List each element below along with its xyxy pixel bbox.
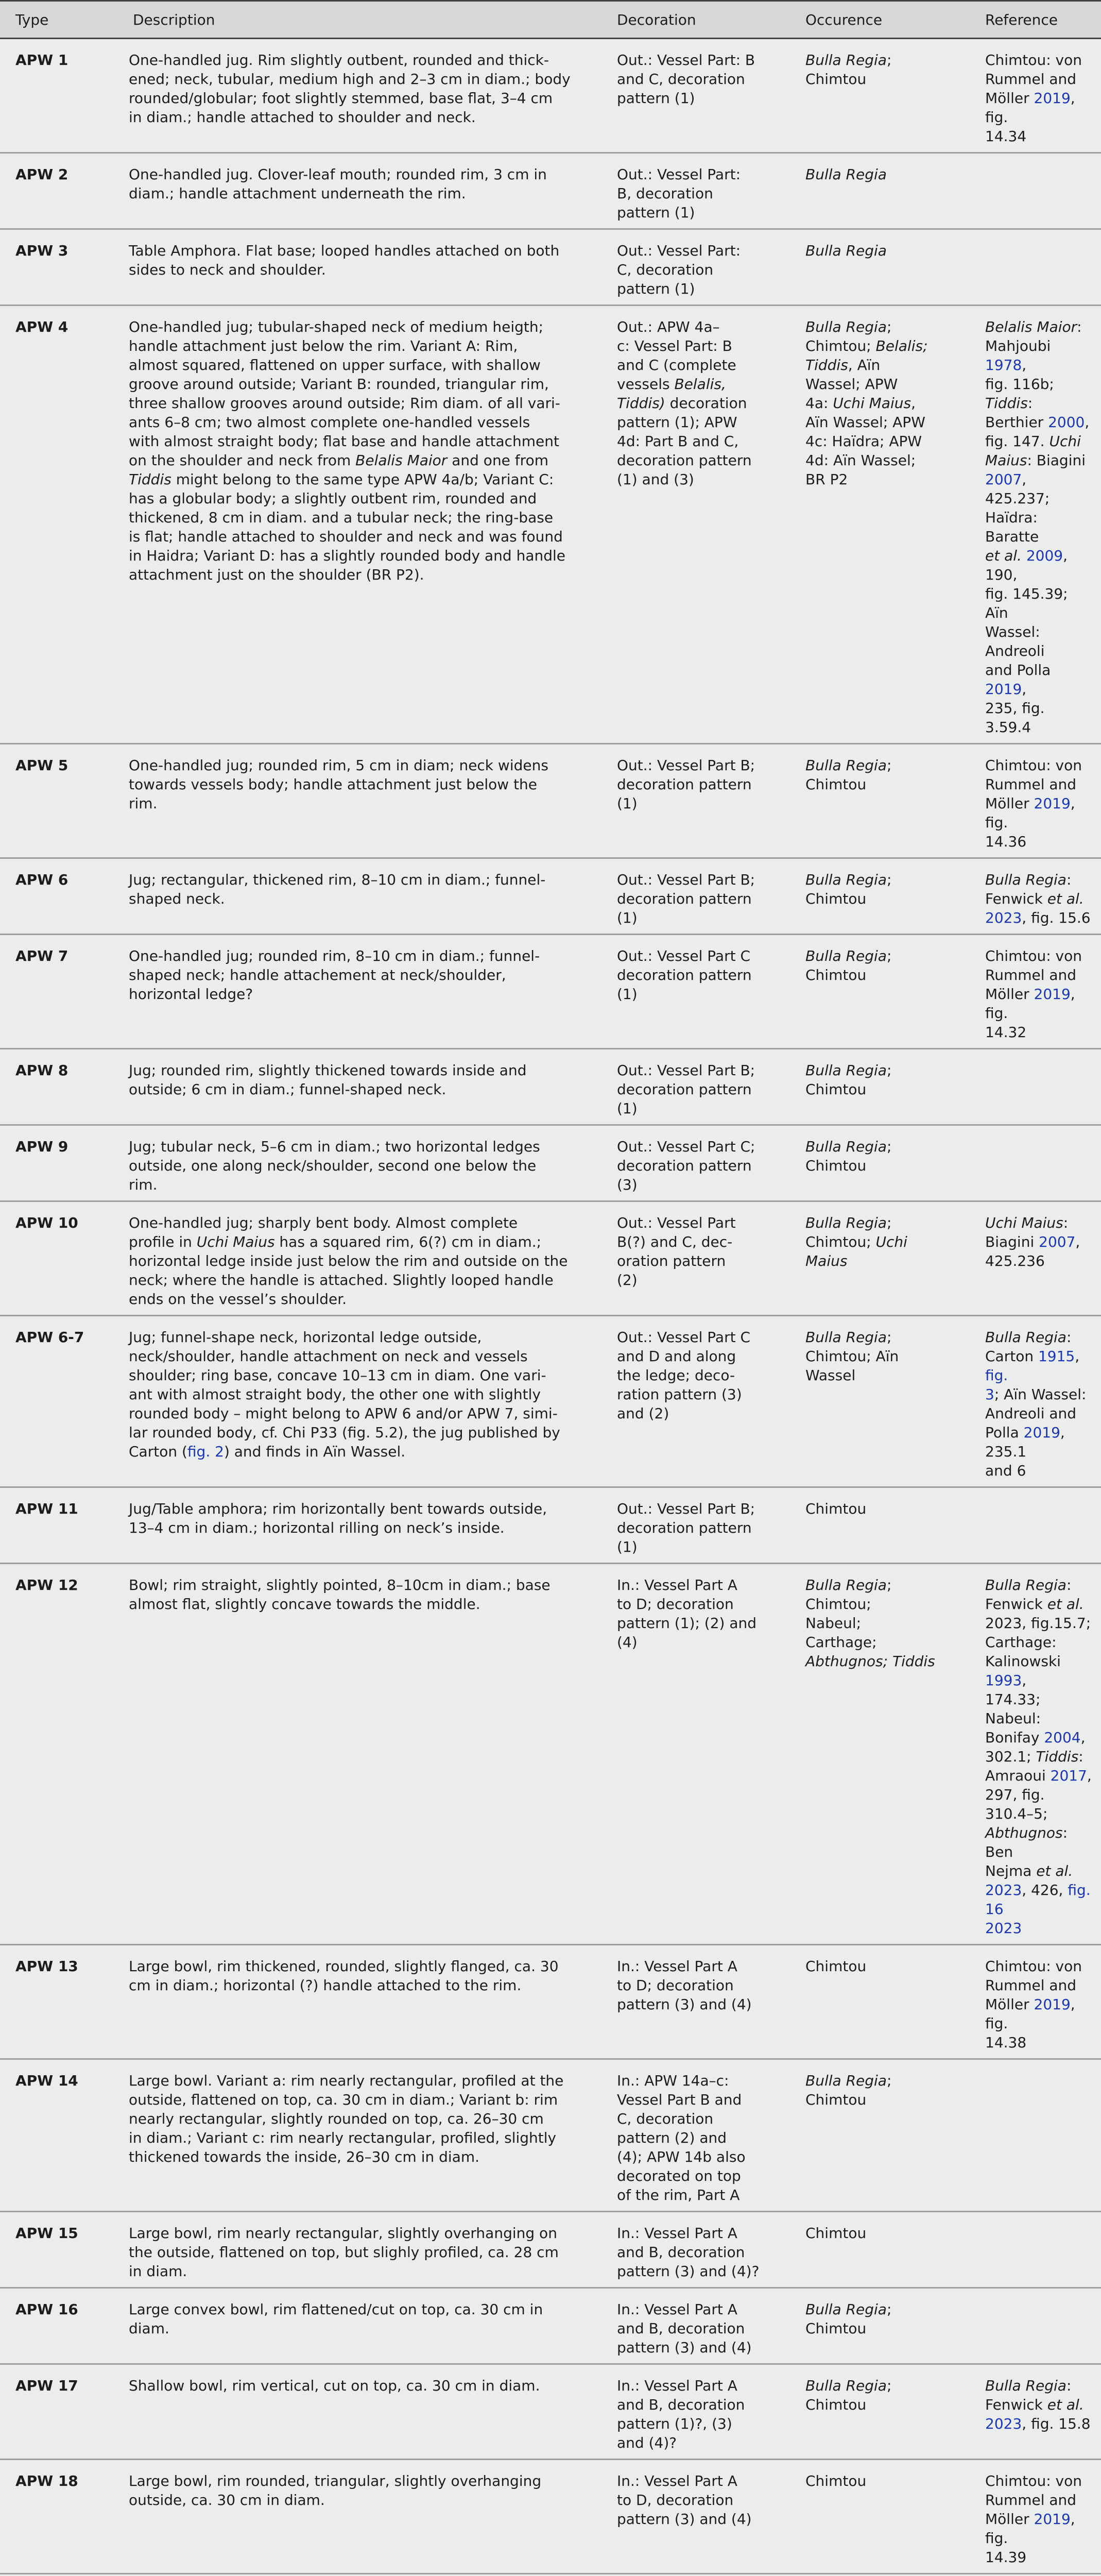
- occurence-italic-text: Bulla Regia: [805, 166, 887, 183]
- description-italic-text: Tiddis: [129, 471, 171, 488]
- table-row: [0, 306, 1101, 744]
- type-cell: APW 4: [0, 306, 117, 744]
- decoration-cell: Out.: Vessel Part C; decoration pattern (3): [601, 1125, 790, 1201]
- reference-cell: [970, 2212, 1101, 2288]
- type-cell: APW 6: [0, 858, 117, 935]
- occurence-cell: Chimtou: [790, 2212, 970, 2288]
- occurence-cell: Bulla Regia; Chimtou: [790, 2059, 970, 2212]
- decoration-cell: Out.: APW 4a– c: Vessel Part: B and C (complete vessels Belalis, Tiddis) decoration pattern (1); APW 4d: Part B and C, decoration pattern (1) and (3): [601, 306, 790, 744]
- reference-cell: [970, 1049, 1101, 1125]
- type-cell: APW 7: [0, 935, 117, 1049]
- decoration-cell: Out.: Vessel Part B; decoration pattern (1): [601, 744, 790, 858]
- description-cell: Jug; rectangular, thickened rim, 8–10 cm in diam.; funnel- shaped neck.: [117, 858, 601, 935]
- decoration-cell: Out.: Vessel Part C and D and along the ledge; deco- ration pattern (3) and (2): [601, 1316, 790, 1487]
- reference-cell: [970, 153, 1101, 229]
- occurence-italic-text: Bulla Regia: [805, 1214, 887, 1231]
- occurence-italic-text: Bulla Regia: [805, 1062, 887, 1079]
- occurence-italic-text: Bulla Regia: [805, 2072, 887, 2089]
- occurence-cell: Chimtou: [790, 1945, 970, 2059]
- description-cell: One-handled jug; rounded rim, 5 cm in diam; neck widens towards vessels body; handle attachment just below the rim.: [117, 744, 601, 858]
- reference-cell: [970, 2059, 1101, 2212]
- reference-italic-text: et al.: [1036, 1862, 1073, 1879]
- reference-citation-link[interactable]: 1993: [985, 1672, 1022, 1689]
- reference-citation-link[interactable]: 2019: [1034, 2511, 1071, 2528]
- occurence-italic-text: Bulla Regia: [805, 318, 887, 335]
- reference-citation-link[interactable]: 2019: [985, 681, 1022, 698]
- occurence-cell: Bulla Regia; Chimtou; Belalis; Tiddis, Aïn Wassel; APW 4a: Uchi Maius, Aïn Wassel; APW 4c: Haïdra; APW 4d: Aïn Wassel; BR P2: [790, 306, 970, 744]
- table-row: [0, 1049, 1101, 1125]
- type-cell: APW 12: [0, 1564, 117, 1945]
- type-cell: APW 13: [0, 1945, 117, 2059]
- reference-cell: Chimtou: von Rummel and Möller 2019, fig. 14.38: [970, 1945, 1101, 2059]
- type-cell: APW 17: [0, 2364, 117, 2460]
- reference-italic-text: Belalis Maior: [985, 318, 1077, 335]
- table-row: [0, 2460, 1101, 2574]
- decoration-cell: In.: Vessel Part A and B, decoration pattern (1)?, (3) and (4)?: [601, 2364, 790, 2460]
- type-cell: APW 6-7: [0, 1316, 117, 1487]
- occurence-cell: Bulla Regia; Chimtou: [790, 1125, 970, 1201]
- table-row: [0, 2288, 1101, 2364]
- table-row: [0, 744, 1101, 858]
- decoration-cell: In.: APW 14a–c: Vessel Part B and C, decoration pattern (2) and (4); APW 14b also decorated on top of the rim, Part A: [601, 2059, 790, 2212]
- type-cell: APW 5: [0, 744, 117, 858]
- type-cell: APW 3: [0, 229, 117, 306]
- reference-citation-link[interactable]: 2017: [1051, 1767, 1087, 1784]
- table-row: [0, 1201, 1101, 1316]
- description-cell: Jug; rounded rim, slightly thickened towards inside and outside; 6 cm in diam.; funnel-shaped neck.: [117, 1049, 601, 1125]
- reference-citation-link[interactable]: 2023: [985, 2415, 1022, 2432]
- description-italic-text: Uchi Maius: [197, 1233, 275, 1250]
- reference-italic-text: Bulla Regia: [985, 871, 1066, 888]
- table-row: [0, 153, 1101, 229]
- occurence-cell: [790, 153, 970, 229]
- reference-cell: Uchi Maius: Biagini 2007, 425.236: [970, 1201, 1101, 1316]
- reference-cell: Belalis Maior: Mahjoubi 1978, fig. 116b; Tiddis: Berthier 2000, fig. 147. Uchi Maius: Biagini 2007, 425.237; Haïdra: Baratte et al. 2009, 190, fig. 145.39; Aïn Wassel: Andreoli and Polla 2019, 235, fig. 3.59.4: [970, 306, 1101, 744]
- type-cell: [0, 2574, 117, 2576]
- occurence-italic-text: Bulla Regia: [805, 2301, 887, 2318]
- table-row: [0, 1564, 1101, 1945]
- type-cell: APW 16: [0, 2288, 117, 2364]
- occurence-cell: Bulla Regia; Chimtou: [790, 2288, 970, 2364]
- description-cell: [117, 2574, 601, 2576]
- reference-citation-link[interactable]: 2019: [1034, 986, 1071, 1003]
- type-cell: APW 15: [0, 2212, 117, 2288]
- decoration-cell: In.: Vessel Part A to D; decoration pattern (1); (2) and (4): [601, 1564, 790, 1945]
- reference-citation-link[interactable]: 2023: [985, 909, 1022, 926]
- reference-cell: [970, 1125, 1101, 1201]
- occurence-italic-text: Uchi Maius: [805, 1233, 907, 1269]
- header-type: Type: [0, 1, 117, 39]
- occurence-cell: Chimtou: [790, 2460, 970, 2574]
- reference-citation-link[interactable]: 2004: [1044, 1729, 1080, 1746]
- description-cell: Shallow bowl, rim vertical, cut on top, ca. 30 cm in diam.: [117, 2364, 601, 2460]
- reference-italic-text: Uchi Maius: [985, 433, 1081, 469]
- table-row: [0, 1316, 1101, 1487]
- reference-cell: [970, 2288, 1101, 2364]
- decoration-cell: Out.: Vessel Part: C, decoration pattern (1): [601, 229, 790, 306]
- reference-italic-text: Bulla Regia: [985, 1329, 1066, 1346]
- occurence-italic-text: Bulla Regia: [805, 1329, 887, 1346]
- table-row: [0, 2059, 1101, 2212]
- reference-cell: Chimtou: von Rummel and Möller 2019, fig. 14.34: [970, 39, 1101, 153]
- reference-cell: Bulla Regia: Carton 1915, fig. 3; Aïn Wassel: Andreoli and Polla 2019, 235.1 and 6: [970, 1316, 1101, 1487]
- reference-italic-text: et al.: [985, 547, 1022, 564]
- reference-italic-text: et al.: [1047, 890, 1084, 907]
- reference-citation-link[interactable]: 2023: [985, 1882, 1022, 1899]
- description-cell: One-handled jug; sharply bent body. Almost complete profile in Uchi Maius has a squared rim, 6(?) cm in diam.; horizontal ledge inside just below the rim and outside on the neck; where the handle is attached. Slightly looped handle ends on the vessel’s shoulder.: [117, 1201, 601, 1316]
- table-row: [0, 39, 1101, 153]
- occurence-italic-text: Bulla Regia: [805, 52, 887, 69]
- header-reference: Reference: [970, 1, 1101, 39]
- decoration-italic-text: Belalis, Tiddis): [617, 376, 726, 412]
- reference-italic-text: Bulla Regia: [985, 2377, 1066, 2394]
- decoration-cell: Out.: Vessel Part B; decoration pattern (1): [601, 858, 790, 935]
- occurence-cell: Bulla Regia; Chimtou: [790, 2364, 970, 2460]
- reference-cell: Bulla Regia: Fenwick et al. 2023, fig.15.7; Carthage: Kalinowski 1993, 174.33; Nabeul: Bonifay 2004, 302.1; Tiddis: Amraoui 2017, 297, fig. 310.4–5; Abthugnos: Ben Nejma et al. 2023, 426, fig. 16 2023: [970, 1564, 1101, 1945]
- reference-italic-text: Abthugnos: [985, 1824, 1063, 1841]
- type-cell: APW 9: [0, 1125, 117, 1201]
- reference-citation-link[interactable]: 2007: [1039, 1233, 1075, 1250]
- decoration-cell: Out.: Vessel Part B(?) and C, dec- oration pattern (2): [601, 1201, 790, 1316]
- description-cell: Large convex bowl, rim flattened/cut on top, ca. 30 cm in diam.: [117, 2288, 601, 2364]
- description-cell: Jug; tubular neck, 5–6 cm in diam.; two horizontal ledges outside, one along neck/shoulder, second one below the rim.: [117, 1125, 601, 1201]
- header-row: [0, 1, 1101, 39]
- occurence-cell: Chimtou: [790, 1487, 970, 1564]
- decoration-cell: In.: Vessel Part A to D; decoration pattern (3) and (4): [601, 1945, 790, 2059]
- table-row: [0, 935, 1101, 1049]
- occurence-cell: [790, 229, 970, 306]
- type-cell: APW 14: [0, 2059, 117, 2212]
- occurence-italic-text: Bulla Regia: [805, 242, 887, 259]
- reference-citation-link[interactable]: 2019: [1034, 1996, 1071, 2013]
- reference-citation-link[interactable]: 2009: [1026, 547, 1063, 564]
- decoration-cell: Out.: Vessel Part: B, decoration pattern (1): [601, 153, 790, 229]
- reference-cell: Bulla Regia: Fenwick et al. 2023, fig. 15.8: [970, 2364, 1101, 2460]
- reference-italic-text: et al.: [1047, 1596, 1084, 1613]
- decoration-cell: In.: Vessel Part A to D, decoration pattern (3) and (4): [601, 2460, 790, 2574]
- reference-citation-link[interactable]: 2007: [985, 471, 1022, 488]
- type-cell: APW 18: [0, 2460, 117, 2574]
- occurence-italic-text: Bulla Regia: [805, 1577, 887, 1594]
- occurence-cell: Bulla Regia; Chimtou: [790, 1049, 970, 1125]
- decoration-cell: In.: Vessel Part A and B, decoration pattern (3) and (4)?: [601, 2212, 790, 2288]
- type-cell: APW 11: [0, 1487, 117, 1564]
- decoration-cell: Out.: Vessel Part C decoration pattern (1): [601, 935, 790, 1049]
- decoration-cell: [601, 2574, 790, 2576]
- reference-cell: Chimtou: von Rummel and Möller 2019, fig. 14.32: [970, 935, 1101, 1049]
- decoration-cell: In.: Vessel Part A and B, decoration pattern (3) and (4): [601, 2288, 790, 2364]
- occurence-cell: Bulla Regia; Chimtou; Aïn Wassel: [790, 1316, 970, 1487]
- occurence-italic-text: Bulla Regia: [805, 757, 887, 774]
- table-row: [0, 2212, 1101, 2288]
- reference-italic-text: Tiddis: [1036, 1748, 1079, 1765]
- type-cell: APW 2: [0, 153, 117, 229]
- occurence-italic-text: Bulla Regia: [805, 947, 887, 964]
- reference-cell: Bulla Regia: Fenwick et al. 2023, fig. 15.6: [970, 858, 1101, 935]
- table-row: [0, 2574, 1101, 2576]
- occurence-cell: [790, 2574, 970, 2576]
- reference-citation-link[interactable]: 2019: [1034, 90, 1071, 107]
- decoration-cell: Out.: Vessel Part: B and C, decoration pattern (1): [601, 39, 790, 153]
- occurence-cell: Bulla Regia; Chimtou: [790, 744, 970, 858]
- description-figure-link[interactable]: fig. 2: [187, 1443, 224, 1460]
- description-cell: Large bowl, rim thickened, rounded, slightly flanged, ca. 30 cm in diam.; horizontal (?) handle attached to the rim.: [117, 1945, 601, 2059]
- type-cell: APW 1: [0, 39, 117, 153]
- description-cell: Large bowl, rim rounded, triangular, slightly overhanging outside, ca. 30 cm in diam.: [117, 2460, 601, 2574]
- description-cell: One-handled jug. Clover-leaf mouth; rounded rim, 3 cm in diam.; handle attachment underneath the rim.: [117, 153, 601, 229]
- reference-cell: [970, 2574, 1101, 2576]
- description-cell: Large bowl. Variant a: rim nearly rectangular, profiled at the outside, flattened on top, ca. 30 cm in diam.; Variant b: rim nearly rectangular, slightly rounded on top, ca. 26–30 cm in diam.; Variant c: rim nearly rectangular, profiled, slightly thickened towards the inside, 26–30 cm in diam.: [117, 2059, 601, 2212]
- type-cell: APW 8: [0, 1049, 117, 1125]
- description-cell: One-handled jug. Rim slightly outbent, rounded and thick- ened; neck, tubular, medium high and 2–3 cm in diam.; body rounded/globular; foot slightly stemmed, base flat, 3–4 cm in diam.; handle attached to shoulder and neck.: [117, 39, 601, 153]
- table-row: [0, 1945, 1101, 2059]
- description-cell: Jug/Table amphora; rim horizontally bent towards outside, 13–4 cm in diam.; horizontal rilling on neck’s inside.: [117, 1487, 601, 1564]
- reference-cell: Chimtou: von Rummel and Möller 2019, fig. 14.39: [970, 2460, 1101, 2574]
- occurence-italic-text: Abthugnos; Tiddis: [805, 1653, 935, 1670]
- occurence-italic-text: Uchi Maius: [833, 395, 911, 412]
- reference-italic-text: Tiddis: [985, 395, 1028, 412]
- reference-citation-link[interactable]: 2000: [1048, 414, 1085, 431]
- description-cell: One-handled jug; tubular-shaped neck of medium heigth; handle attachment just below the rim. Variant A: Rim, almost squared, flattened on upper surface, with shallow groove around outside; Variant B: rounded, triangular rim, three shallow grooves around outside; Rim diam. of all vari- ants 6–8 cm; two almost complete one-handled vessels with almost straight body; flat base and handle attachment on the shoulder and neck from Belalis Maior and one from Tiddis might belong to the same type APW 4a/b; Variant C: has a globular body; a slightly outbent rim, rounded and thickened, 8 cm in diam. and a tubular neck; the ring-base is flat; handle attached to shoulder and neck and was found in Haidra; Variant D: has a slightly rounded body and handle attachment just on the shoulder (BR P2).: [117, 306, 601, 744]
- occurence-cell: Bulla Regia; Chimtou; Nabeul; Carthage; Abthugnos; Tiddis: [790, 1564, 970, 1945]
- description-cell: Bowl; rim straight, slightly pointed, 8–10cm in diam.; base almost flat, slightly concave towards the middle.: [117, 1564, 601, 1945]
- header-occurence: Occurence: [790, 1, 970, 39]
- header-description: Description: [117, 1, 601, 39]
- decoration-cell: Out.: Vessel Part B; decoration pattern (1): [601, 1049, 790, 1125]
- table-row: [0, 1487, 1101, 1564]
- description-cell: One-handled jug; rounded rim, 8–10 cm in diam.; funnel- shaped neck; handle attachement at neck/shoulder, horizontal ledge?: [117, 935, 601, 1049]
- occurence-italic-text: Bulla Regia: [805, 1138, 887, 1155]
- reference-citation-link[interactable]: 2019: [1024, 1424, 1060, 1441]
- table-row: [0, 229, 1101, 306]
- reference-cell: [970, 1487, 1101, 1564]
- table-row: [0, 1125, 1101, 1201]
- occurence-cell: Bulla Regia; Chimtou; Uchi Maius: [790, 1201, 970, 1316]
- header-decoration: Decoration: [601, 1, 790, 39]
- reference-italic-text: et al.: [1047, 2396, 1084, 2413]
- decoration-cell: Out.: Vessel Part B; decoration pattern (1): [601, 1487, 790, 1564]
- reference-citation-link[interactable]: fig. 3: [985, 1367, 1008, 1403]
- occurence-italic-text: Bulla Regia: [805, 871, 887, 888]
- table-row: [0, 858, 1101, 935]
- occurence-cell: Bulla Regia; Chimtou: [790, 935, 970, 1049]
- occurence-italic-text: Bulla Regia: [805, 2377, 887, 2394]
- description-cell: Jug; funnel-shape neck, horizontal ledge outside, neck/shoulder, handle attachment on neck and vessels shoulder; ring base, concave 10–13 cm in diam. One vari- ant with almost straight body, the other one with slightly rounded body – might belong to APW 6 and/or APW 7, simi- lar rounded body, cf. Chi P33 (fig. 5.2), the jug published by Carton (fig. 2) and finds in Aïn Wassel.: [117, 1316, 601, 1487]
- occurence-cell: Bulla Regia; Chimtou: [790, 858, 970, 935]
- reference-citation-link[interactable]: 1978: [985, 357, 1022, 374]
- table-body: [0, 39, 1101, 2576]
- reference-citation-link[interactable]: 1915: [1038, 1348, 1075, 1365]
- description-italic-text: Belalis Maior: [355, 452, 447, 469]
- reference-cell: Chimtou: von Rummel and Möller 2019, fig. 14.36: [970, 744, 1101, 858]
- type-cell: APW 10: [0, 1201, 117, 1316]
- occurence-cell: Bulla Regia; Chimtou: [790, 39, 970, 153]
- reference-citation-link[interactable]: fig. 16 2023: [985, 1882, 1091, 1937]
- reference-citation-link[interactable]: 2019: [1034, 795, 1071, 812]
- table-row: [0, 2364, 1101, 2460]
- description-cell: Large bowl, rim nearly rectangular, slightly overhanging on the outside, flattened on top, but slighly profiled, ca. 28 cm in diam.: [117, 2212, 601, 2288]
- reference-italic-text: Uchi Maius: [985, 1214, 1063, 1231]
- description-cell: Table Amphora. Flat base; looped handles attached on both sides to neck and shoulder.: [117, 229, 601, 306]
- reference-cell: [970, 229, 1101, 306]
- occurence-italic-text: Belalis; Tiddis: [805, 337, 928, 374]
- reference-italic-text: Bulla Regia: [985, 1577, 1066, 1594]
